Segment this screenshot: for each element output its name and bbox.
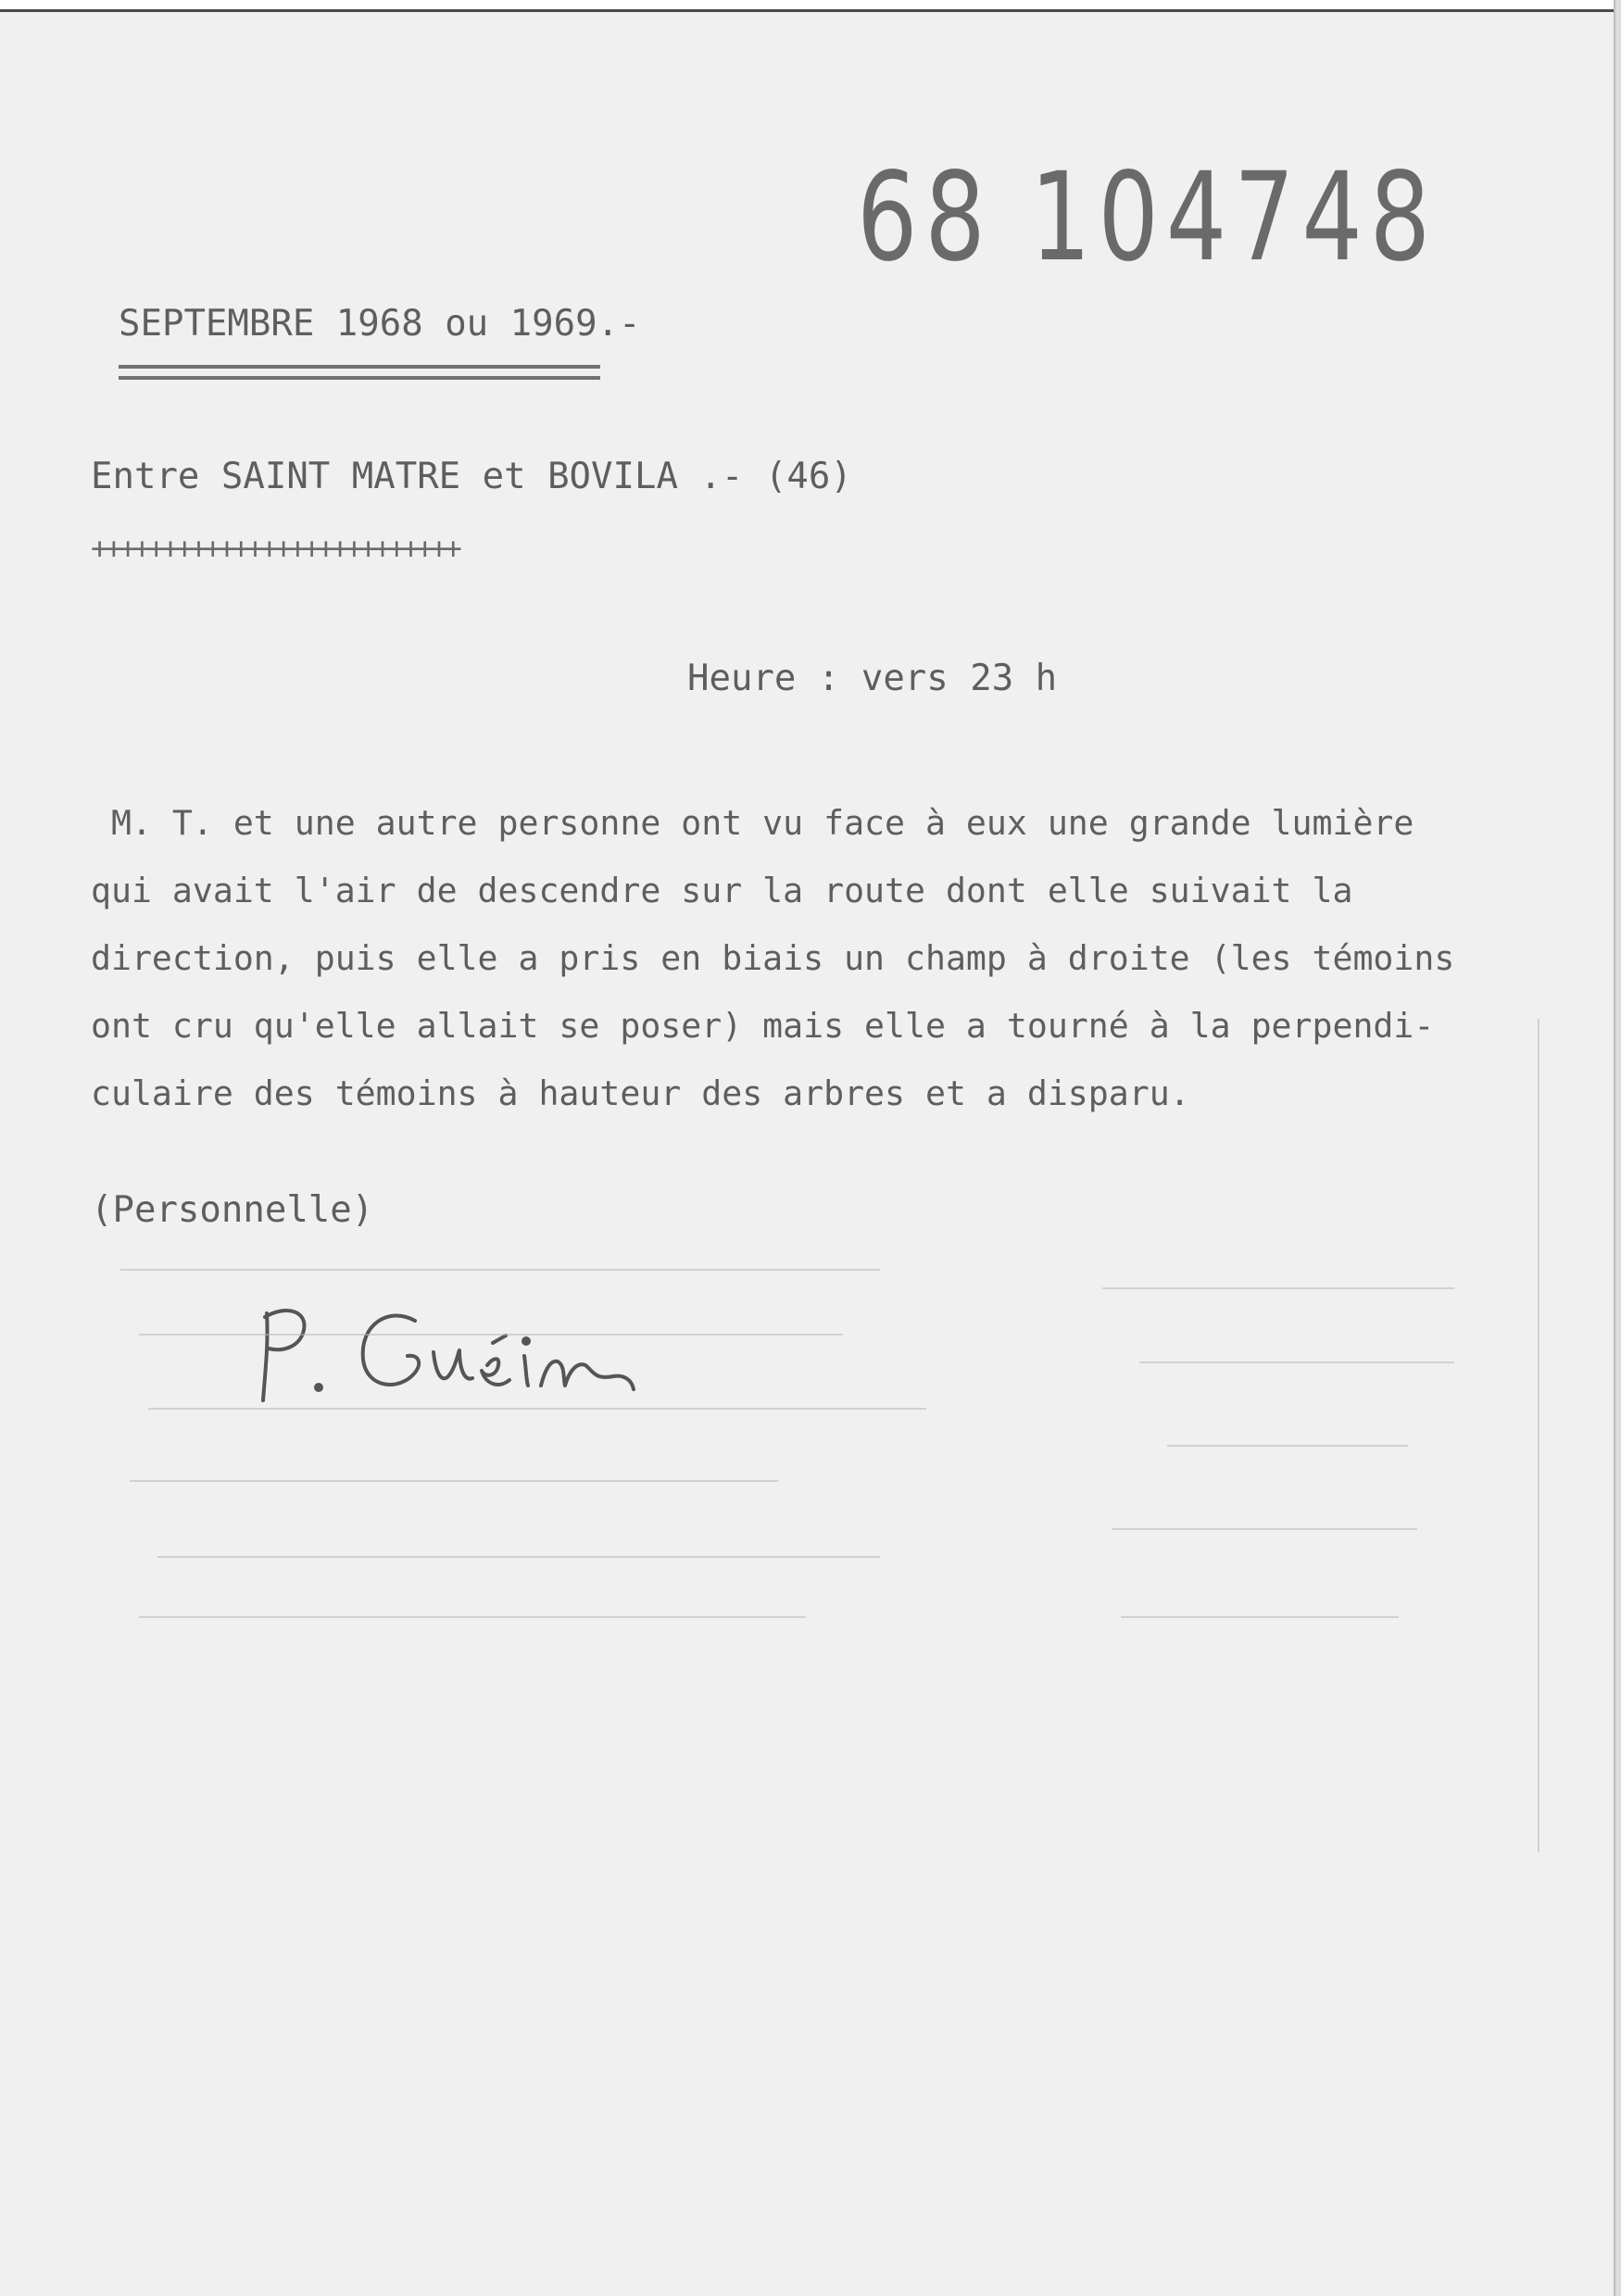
narrative-line: M. T. et une autre personne ont vu face à eux une grande lumière — [91, 803, 1414, 843]
handwritten-signature — [250, 1287, 639, 1408]
reference-number: 68 104748 — [857, 146, 1438, 289]
narrative-line: culaire des témoins à hauteur des arbres et a disparu. — [91, 1073, 1190, 1113]
date-line: SEPTEMBRE 1968 ou 1969.- — [119, 303, 641, 345]
date-double-underline — [119, 365, 600, 380]
narrative-paragraph — [91, 789, 1573, 1127]
time-line: Heure : vers 23 h — [687, 658, 1058, 699]
location-plus-underline: ++++++++++++++++++++++++++ — [91, 531, 459, 566]
narrative-line: direction, puis elle a pris en biais un champ à droite (les témoins — [91, 938, 1455, 978]
narrative-line: ont cru qu'elle allait se poser) mais elle a tourné à la perpendi- — [91, 1006, 1435, 1046]
narrative-line: qui avait l'air de descendre sur la route dont elle suivait la — [91, 871, 1353, 910]
scan-right-edge — [1614, 0, 1621, 2296]
scan-top-border — [0, 0, 1621, 12]
location-line: Entre SAINT MATRE et BOVILA .- (46) — [91, 456, 852, 497]
signoff-label: (Personnelle) — [91, 1189, 374, 1231]
